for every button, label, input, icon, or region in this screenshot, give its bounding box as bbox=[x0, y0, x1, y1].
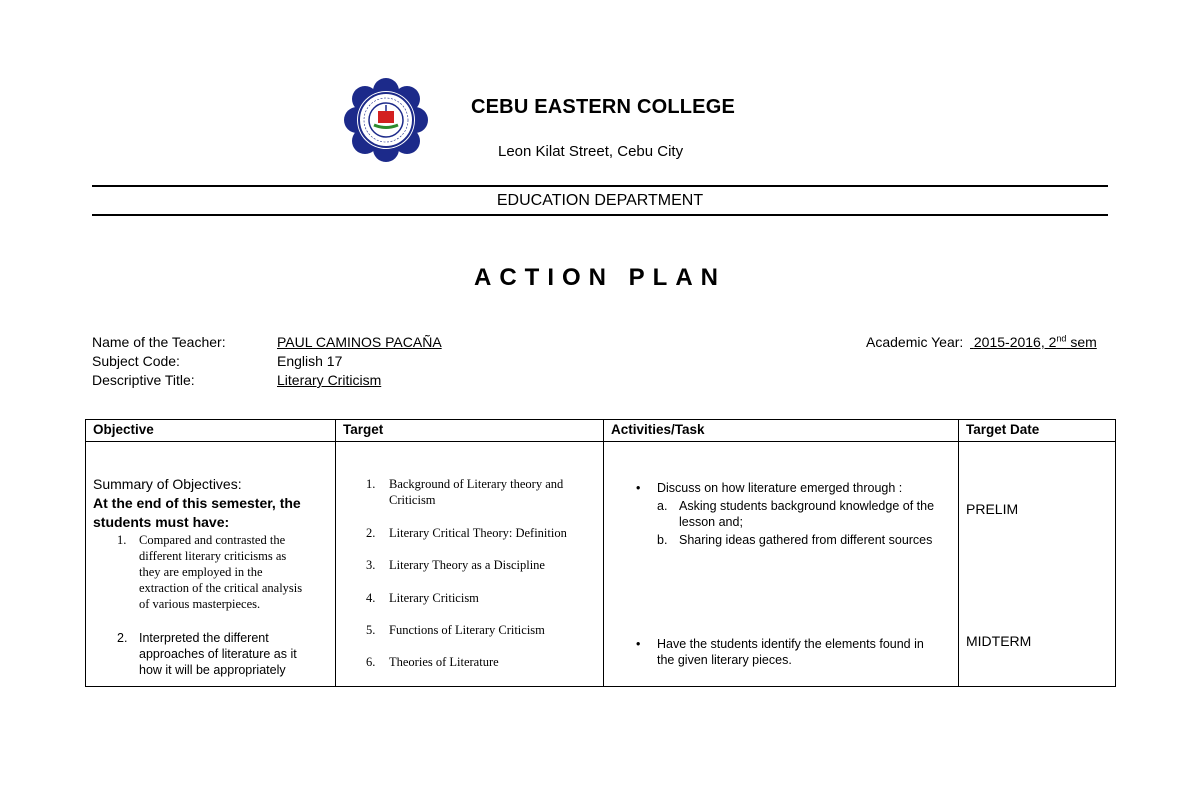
objective-item-1 bbox=[139, 532, 302, 612]
academic-year-value: 2015-2016, 2 bbox=[973, 334, 1057, 350]
objective-item-2 bbox=[139, 630, 297, 678]
target-date-cell bbox=[959, 442, 1116, 687]
activity-bullet-2 bbox=[657, 636, 924, 668]
activity-bullet-1: Discuss on how literature emerged through : bbox=[657, 481, 903, 495]
target-item-5: Functions of Literary Criticism bbox=[389, 623, 545, 637]
descriptive-title: Literary Criticism bbox=[277, 372, 382, 388]
target-item-3: Literary Theory as a Discipline bbox=[389, 558, 545, 572]
objective-line: Interpreted the different bbox=[139, 631, 269, 645]
header-target-date: Target Date bbox=[959, 420, 1116, 442]
college-address: Leon Kilat Street, Cebu City bbox=[498, 143, 684, 160]
college-seal-logo bbox=[337, 78, 435, 162]
target-line: Criticism bbox=[389, 493, 436, 507]
target-line: Background of Literary theory and bbox=[389, 477, 564, 491]
activity-sub-a bbox=[679, 498, 934, 530]
header-objective: Objective bbox=[86, 420, 336, 442]
target-number: 4. bbox=[366, 591, 376, 605]
department-name: EDUCATION DEPARTMENT bbox=[496, 192, 704, 209]
document-title: ACTION PLAN bbox=[474, 264, 726, 291]
bullet-icon: • bbox=[636, 481, 641, 495]
academic-year-suffix: sem bbox=[1066, 334, 1097, 350]
table-row bbox=[86, 442, 1116, 687]
target-number: 3. bbox=[366, 558, 376, 572]
academic-year-label: Academic Year: bbox=[866, 334, 964, 350]
objective-line: Compared and contrasted the bbox=[139, 533, 286, 547]
header-target: Target bbox=[336, 420, 604, 442]
teacher-name: PAUL CAMINOS PACAÑA bbox=[277, 334, 442, 350]
activity-line: the given literary pieces. bbox=[657, 653, 792, 667]
college-name: CEBU EASTERN COLLEGE bbox=[471, 96, 736, 118]
activity-line: Asking students background knowledge of the bbox=[679, 499, 935, 513]
objective-line: they are employed in the bbox=[139, 565, 263, 579]
action-plan-table bbox=[85, 419, 1116, 687]
objective-number: 2. bbox=[117, 631, 128, 645]
header-divider-bottom bbox=[92, 214, 1108, 216]
activity-sub-label: b. bbox=[657, 533, 668, 547]
objective-number: 1. bbox=[117, 533, 127, 547]
target-date-prelim: PRELIM bbox=[966, 501, 1019, 517]
header-activities: Activities/Task bbox=[604, 420, 959, 442]
header-divider-top bbox=[92, 185, 1108, 187]
target-number: 2. bbox=[366, 526, 376, 540]
objective-intro-line2: students must have: bbox=[93, 514, 230, 530]
teacher-label: Name of the Teacher: bbox=[92, 334, 226, 350]
activity-sub-b: Sharing ideas gathered from different sources bbox=[679, 533, 933, 547]
academic-year-ordinal: nd bbox=[1056, 333, 1067, 344]
target-date-midterm: MIDTERM bbox=[966, 633, 1032, 649]
activity-line: Have the students identify the elements found in bbox=[657, 637, 924, 651]
objective-line: of various masterpieces. bbox=[139, 597, 261, 611]
objective-line: approaches of literature as it bbox=[139, 647, 297, 661]
target-number: 1. bbox=[366, 477, 376, 491]
target-item-1 bbox=[389, 476, 563, 508]
target-number: 6. bbox=[366, 655, 376, 669]
descriptive-title-label: Descriptive Title: bbox=[92, 372, 195, 388]
activities-cell bbox=[604, 442, 959, 687]
subject-code-label: Subject Code: bbox=[92, 353, 180, 369]
target-item-6: Theories of Literature bbox=[389, 655, 499, 669]
target-number: 5. bbox=[366, 623, 376, 637]
target-item-2: Literary Critical Theory: Definition bbox=[389, 526, 567, 540]
activity-line: lesson and; bbox=[679, 515, 743, 529]
objective-intro-line1: At the end of this semester, the bbox=[93, 495, 301, 511]
subject-code: English 17 bbox=[277, 353, 343, 369]
target-item-4: Literary Criticism bbox=[389, 591, 479, 605]
academic-year bbox=[970, 333, 1097, 352]
objective-line: different literary criticisms as bbox=[139, 549, 287, 563]
target-cell bbox=[336, 442, 604, 687]
table-header-row bbox=[86, 420, 1116, 442]
objective-line: extraction of the critical analysis bbox=[139, 581, 303, 595]
objective-line: how it will be appropriately bbox=[139, 663, 286, 677]
objective-cell bbox=[86, 442, 336, 687]
activity-sub-label: a. bbox=[657, 499, 668, 513]
objective-summary-title: Summary of Objectives: bbox=[93, 476, 242, 492]
bullet-icon: • bbox=[636, 637, 641, 651]
